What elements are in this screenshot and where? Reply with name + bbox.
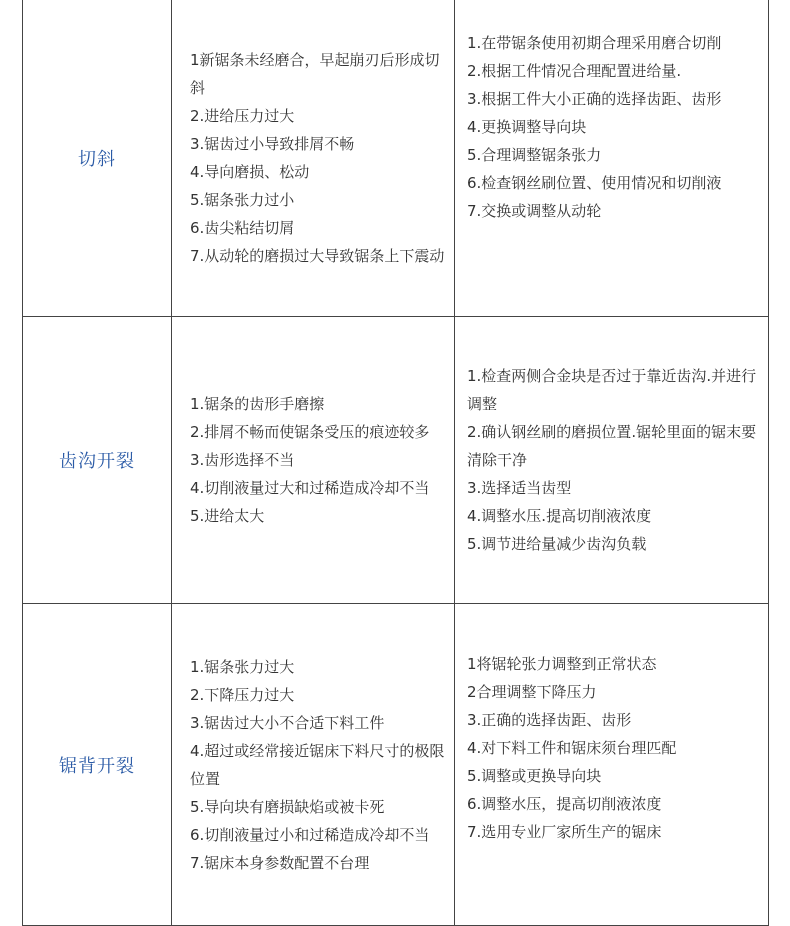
list-item: 2.排屑不畅而使锯条受压的痕迹较多 xyxy=(190,423,430,441)
list-item: 5.锯条张力过小 xyxy=(190,190,295,209)
list-item: 6.检查钢丝刷位置、使用情况和切削液 xyxy=(467,174,722,192)
fixes-cell xyxy=(455,604,769,926)
causes-cell xyxy=(172,0,455,317)
fault-name-cell: 齿沟开裂 xyxy=(23,317,172,604)
list-item: 6.齿尖粘结切屑 xyxy=(190,218,295,237)
list-item: 7.从动轮的磨损过大导致锯条上下震动 xyxy=(190,246,445,265)
list-item: 2.根据工件情况合理配置进给量. xyxy=(467,62,682,80)
list-item: 1新锯条未经磨合，早起崩刃后形成切斜 xyxy=(190,50,440,97)
list-item: 1.在带锯条使用初期合理采用磨合切削 xyxy=(467,34,722,52)
list-item: 2.确认钢丝刷的磨损位置.锯轮里面的锯末要清除干净 xyxy=(467,423,757,469)
list-item: 3.锯齿过小导致排屑不畅 xyxy=(190,134,355,153)
list-item: 2.下降压力过大 xyxy=(190,685,295,704)
list-item: 5.导向块有磨损缺焰或被卡死 xyxy=(190,797,385,816)
list-item: 4.更换调整导向块 xyxy=(467,118,587,136)
list-item: 6.切削液量过小和过稀造成冷却不当 xyxy=(190,825,430,844)
list-item: 7.交换或调整从动轮 xyxy=(467,202,602,220)
list-item: 3.根据工件大小正确的选择齿距、齿形 xyxy=(467,90,722,108)
list-item: 7.锯床本身参数配置不台理 xyxy=(190,853,370,872)
list-item: 1.锯条的齿形手磨擦 xyxy=(190,395,325,413)
list-item: 5.调节进给量减少齿沟负载 xyxy=(467,535,647,553)
list-item: 4.导向磨损、松动 xyxy=(190,162,310,181)
table-row xyxy=(23,604,769,926)
list-item: 4.超过或经常接近锯床下料尺寸的极限位置 xyxy=(190,741,445,788)
troubleshooting-table xyxy=(22,0,769,926)
list-item: 7.选用专业厂家所生产的锯床 xyxy=(467,823,662,841)
fixes-list xyxy=(455,650,768,846)
list-item: 5.进给太大 xyxy=(190,507,265,525)
fixes-list xyxy=(455,29,768,225)
list-item: 1.锯条张力过大 xyxy=(190,657,295,676)
fixes-cell xyxy=(455,0,769,317)
causes-list xyxy=(172,46,454,270)
list-item: 1将锯轮张力调整到正常状态 xyxy=(467,655,657,673)
list-item: 3.锯齿过大小不合适下料工件 xyxy=(190,713,385,732)
causes-list xyxy=(172,653,454,877)
list-item: 3.选择适当齿型 xyxy=(467,479,572,497)
causes-list xyxy=(172,390,454,530)
list-item: 3.正确的选择齿距、齿形 xyxy=(467,711,632,729)
table-row xyxy=(23,0,769,317)
list-item: 1.检查两侧合金块是否过于靠近齿沟.并进行调整 xyxy=(467,367,757,413)
list-item: 3.齿形选择不当 xyxy=(190,451,295,469)
list-item: 2.进给压力过大 xyxy=(190,106,295,125)
list-item: 4.对下料工件和锯床须台理匹配 xyxy=(467,739,677,757)
causes-cell xyxy=(172,604,455,926)
fixes-cell xyxy=(455,317,769,604)
fixes-list xyxy=(455,362,768,558)
list-item: 4.切削液量过大和过稀造成冷却不当 xyxy=(190,479,430,497)
list-item: 5.调整或更换导向块 xyxy=(467,767,602,785)
list-item: 6.调整水压，提高切削液浓度 xyxy=(467,795,662,813)
list-item: 5.合理调整锯条张力 xyxy=(467,146,602,164)
causes-cell xyxy=(172,317,455,604)
list-item: 4.调整水压.提高切削液浓度 xyxy=(467,507,652,525)
fault-name-cell: 锯背开裂 xyxy=(23,604,172,926)
table-row xyxy=(23,317,769,604)
list-item: 2合理调整下降压力 xyxy=(467,683,597,701)
fault-name-cell: 切斜 xyxy=(23,0,172,317)
